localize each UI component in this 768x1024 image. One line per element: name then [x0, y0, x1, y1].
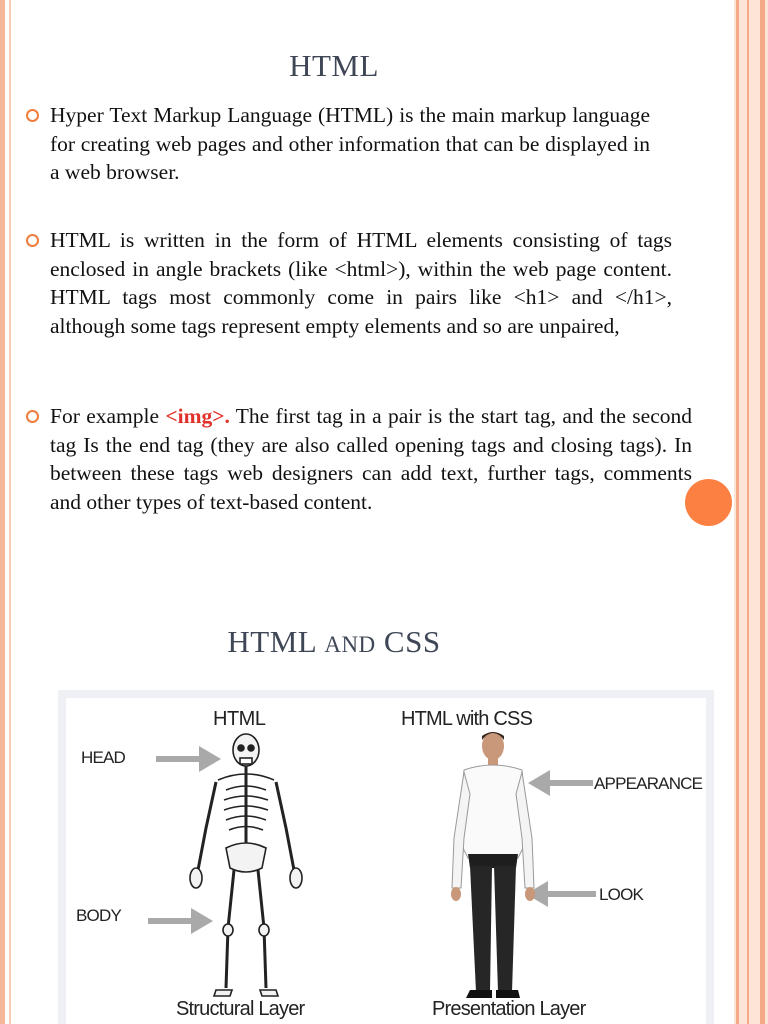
bullet-item [50, 402, 692, 516]
label-appearance: APPEARANCE [594, 774, 703, 793]
arrow-right-icon [156, 746, 221, 772]
arrow-left-icon [528, 770, 593, 796]
decorative-circle [685, 479, 732, 526]
slide-title: HTML [289, 48, 379, 83]
section-title-css: CSS [375, 624, 441, 659]
bullet-circle-icon [26, 234, 39, 247]
figure-heading-html: HTML [213, 708, 266, 730]
arrow-right-icon [148, 908, 213, 934]
right-border-line [736, 0, 739, 1024]
arrow-left-icon [526, 881, 596, 907]
right-border-line [747, 0, 749, 1024]
figure-heading-html-css: HTML with CSS [401, 708, 533, 730]
section-title [0, 624, 668, 660]
label-look: LOOK [599, 885, 644, 904]
figure-illustration [66, 698, 706, 1024]
right-border [734, 0, 768, 1024]
caption-structural-layer: Structural Layer [176, 998, 305, 1020]
bullet-item [50, 101, 650, 187]
right-border-line [760, 0, 765, 1024]
bullet-text: HTML is written in the form of HTML elements consisting of tags enclosed in angle brackets (like <html>), within the web page content. HTML tags most commonly come in pairs like <h1> and </h1>, although some tags represent empty elements and so are unpaired, [50, 228, 672, 338]
section-title-and: AND [324, 632, 376, 657]
caption-presentation-layer: Presentation Layer [432, 998, 586, 1020]
bullet-circle-icon [26, 109, 39, 122]
label-head: HEAD [81, 748, 126, 767]
man-figure-icon [451, 732, 535, 998]
highlighted-tag: <img>. [165, 404, 230, 428]
bullet-item [50, 226, 672, 340]
html-css-figure [58, 690, 714, 1024]
bullet-text: Hyper Text Markup Language (HTML) is the main markup language for creating web pages and other information that can be displayed in a web browser. [50, 103, 650, 184]
section-title-html: HTML [227, 624, 325, 659]
figure-canvas [66, 698, 706, 1024]
label-body: BODY [76, 906, 121, 925]
left-border [0, 0, 5, 1024]
bullet-circle-icon [26, 410, 39, 423]
bullet-text-end: The first tag in a pair is the start tag, and the second tag Is the end tag (they are also called opening tags and closing tags). In between these tags web designers can add text, further tags, comments and other types of text-based content. [50, 404, 692, 514]
skeleton-icon [190, 734, 302, 996]
left-border-line [9, 0, 11, 1024]
bullet-text-start: For example [50, 404, 166, 428]
